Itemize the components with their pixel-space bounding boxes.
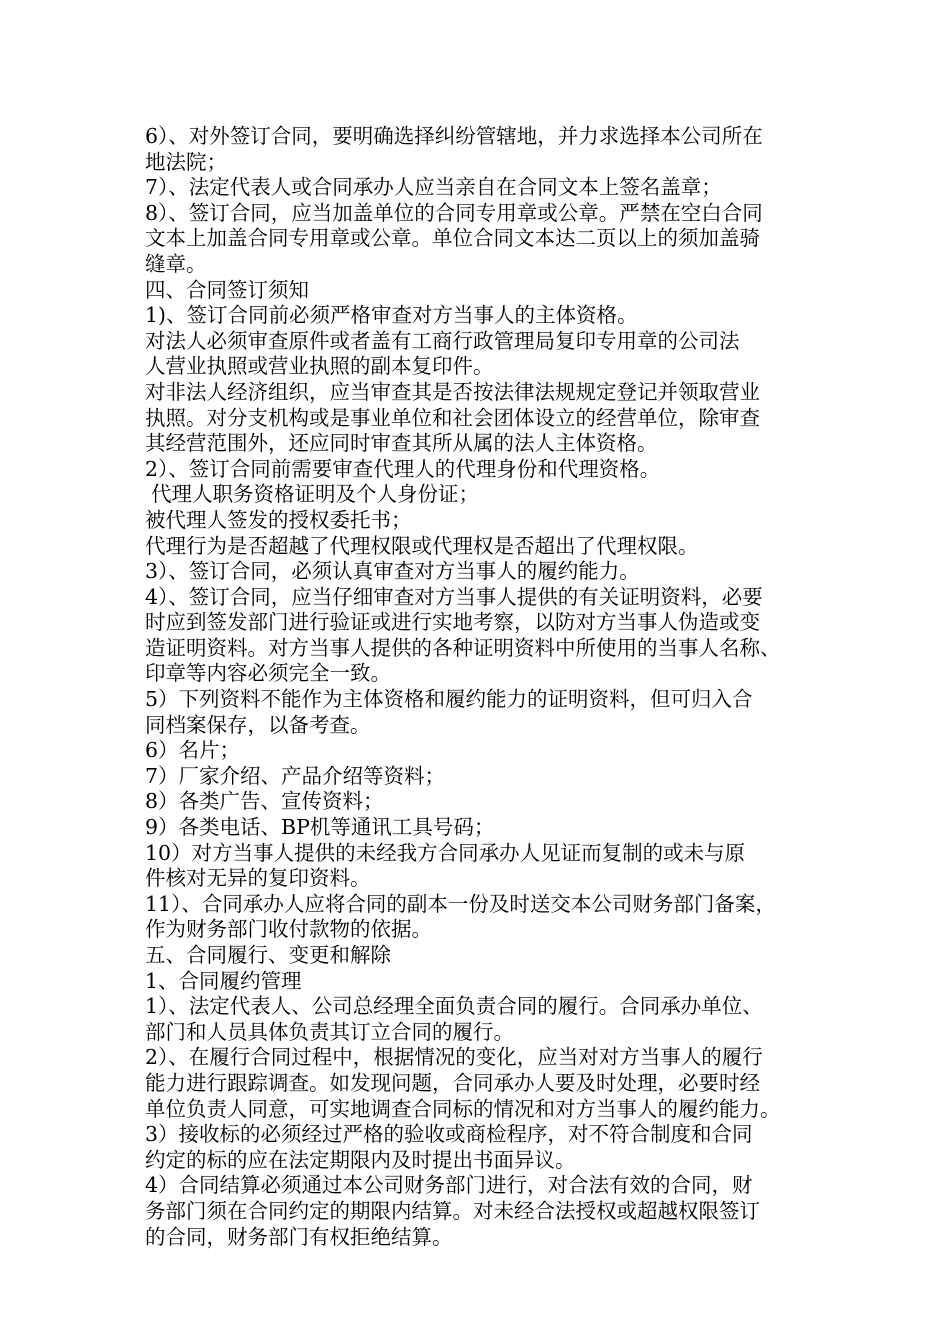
subsection-heading: 1、合同履约管理 — [145, 968, 302, 993]
document-body — [145, 124, 825, 1250]
text-line: 6）名片； — [145, 738, 241, 763]
text-line: 地法院； — [145, 149, 227, 174]
text-line: 2）、签订合同前需要审查代理人的代理身份和代理资格。 — [145, 456, 661, 481]
text-line: 4）、签订合同，应当仔细审查对方当事人提供的有关证明资料，必要 — [145, 584, 763, 609]
text-line: 7）、法定代表人或合同承办人应当亲自在合同文本上签名盖章； — [145, 175, 722, 200]
text-line: 3）接收标的必须经过严格的验收或商检程序，对不符合制度和合同 — [145, 1122, 753, 1147]
text-line: 其经营范围外，还应同时审查其所从属的法人主体资格。 — [145, 431, 658, 456]
text-line: 的合同，财务部门有权拒绝结算。 — [145, 1224, 453, 1249]
text-line: 文本上加盖合同专用章或公章。单位合同文本达二页以上的须加盖骑 — [145, 226, 760, 251]
text-line: 时应到签发部门进行验证或进行实地考察，以防对方当事人伪造或变 — [145, 610, 760, 635]
section-heading: 五、合同履行、变更和解除 — [145, 943, 391, 967]
text-line: 8）各类广告、宣传资料； — [145, 789, 384, 814]
text-line: 印章等内容必须完全一致。 — [145, 661, 391, 686]
text-line: 能力进行跟踪调查。如发现问题，合同承办人要及时处理，必要时经 — [145, 1070, 760, 1095]
text-line: 务部门须在合同约定的期限内结算。对未经合法授权或超越权限签订 — [145, 1198, 760, 1223]
text-line: 对非法人经济组织，应当审查其是否按法律法规规定登记并领取营业 — [145, 379, 760, 404]
text-line: 8）、签订合同，应当加盖单位的合同专用章或公章。严禁在空白合同 — [145, 200, 763, 225]
text-line: 人营业执照或营业执照的副本复印件。 — [145, 354, 494, 379]
text-line: 被代理人签发的授权委托书； — [145, 507, 412, 532]
section-heading: 四、合同签订须知 — [145, 277, 309, 302]
text-line: 11）、合同承办人应将合同的副本一份及时送交本公司财务部门备案， — [145, 891, 776, 916]
text-line: 单位负责人同意，可实地调查合同标的情况和对方当事人的履约能力。 — [145, 1096, 781, 1121]
text-line: 作为财务部门收付款物的依据。 — [145, 917, 432, 942]
text-line: 造证明资料。对方当事人提供的各种证明资料中所使用的当事人名称、 — [145, 635, 781, 660]
text-line: 6）、对外签订合同，要明确选择纠纷管辖地，并力求选择本公司所在 — [145, 124, 763, 148]
text-line: 5）下列资料不能作为主体资格和履约能力的证明资料，但可归入合 — [145, 687, 753, 712]
text-line: 执照。对分支机构或是事业单位和社会团体设立的经营单位，除审查 — [145, 405, 760, 430]
text-line: 1)、签订合同前必须严格审查对方当事人的主体资格。 — [145, 303, 638, 328]
text-line: 对法人必须审查原件或者盖有工商行政管理局复印专用章的公司法 — [145, 328, 740, 353]
text-line: 10）对方当事人提供的未经我方合同承办人见证而复制的或未与原 — [145, 840, 746, 865]
text-line: 约定的标的应在法定期限内及时提出书面异议。 — [145, 1147, 576, 1172]
text-line: 9）各类电话、BP机等通讯工具号码； — [145, 815, 495, 840]
text-line: 2）、在履行合同过程中，根据情况的变化，应当对对方当事人的履行 — [145, 1045, 763, 1070]
text-line: 件核对无异的复印资料。 — [145, 866, 371, 891]
text-line: 4）合同结算必须通过本公司财务部门进行，对合法有效的合同，财 — [145, 1173, 753, 1198]
text-line: 同档案保存，以备考查。 — [145, 712, 371, 737]
text-line: 代理行为是否超越了代理权限或代理权是否超出了代理权限。 — [145, 533, 699, 558]
text-line: 代理人职务资格证明及个人身份证； — [151, 482, 479, 507]
text-line: 3）、签订合同，必须认真审查对方当事人的履约能力。 — [145, 559, 640, 584]
text-line: 缝章。 — [145, 251, 207, 276]
text-line: 1）、法定代表人、公司总经理全面负责合同的履行。合同承办单位、 — [145, 994, 763, 1019]
text-line: 部门和人员具体负责其订立合同的履行。 — [145, 1019, 514, 1044]
text-line: 7）厂家介绍、产品介绍等资料； — [145, 763, 446, 788]
